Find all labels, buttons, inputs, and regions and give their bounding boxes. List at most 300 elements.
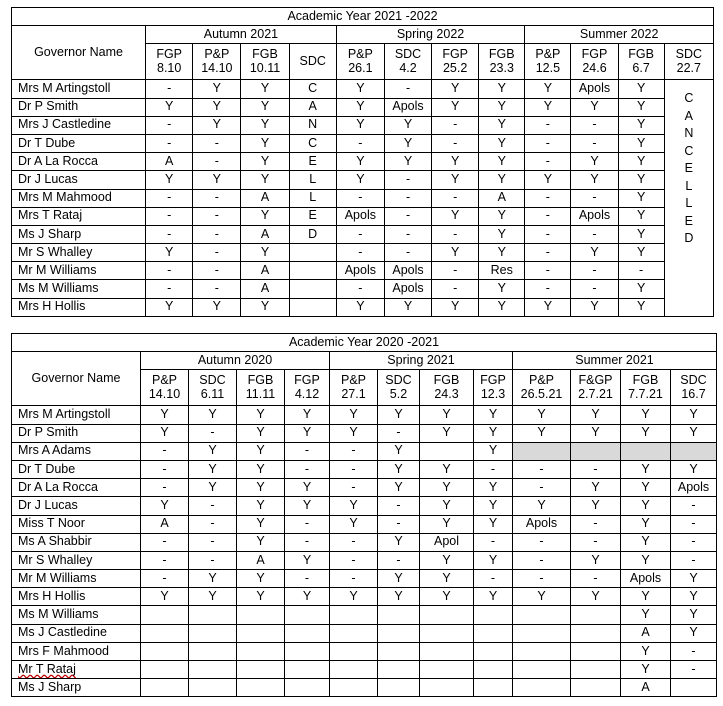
attendance-cell: - (193, 244, 241, 262)
attendance-cell: Y (237, 570, 285, 588)
meeting-header (618, 44, 664, 80)
attendance-cell (189, 661, 237, 679)
table-row (12, 551, 717, 569)
cancelled-letter: A (684, 108, 693, 123)
attendance-cell: Y (621, 406, 671, 424)
attendance-cell: Y (146, 98, 193, 116)
meeting-code: FGP (442, 47, 469, 62)
term-header: Spring 2021 (330, 352, 513, 370)
attendance-cell: Y (474, 406, 513, 424)
attendance-cell: - (141, 460, 189, 478)
attendance-table-2021-2022 (11, 7, 714, 317)
attendance-cell: Apols (621, 570, 671, 588)
attendance-cell: Y (141, 588, 189, 606)
attendance-cell: Y (671, 624, 717, 642)
attendance-cell: Y (237, 497, 285, 515)
cancelled-letter: E (684, 161, 693, 176)
attendance-cell: A (241, 262, 289, 280)
attendance-cell: - (193, 189, 241, 207)
meeting-header (336, 44, 384, 80)
attendance-cell: Y (146, 171, 193, 189)
table-row (12, 171, 714, 189)
attendance-cell: Y (384, 116, 431, 134)
attendance-cell (474, 624, 513, 642)
attendance-cell: - (525, 262, 571, 280)
meeting-date: 16.7 (681, 386, 706, 401)
meeting-code: P&P (535, 47, 561, 62)
governor-name: Dr A La Rocca (12, 153, 146, 171)
governor-name-text: Dr J Lucas (18, 498, 78, 513)
attendance-cell: Y (621, 515, 671, 533)
attendance-cell: A (241, 189, 289, 207)
meeting-code: P&P (528, 373, 554, 388)
attendance-cell: A (621, 679, 671, 697)
governor-name: Ms M Williams (12, 280, 146, 298)
attendance-cell (621, 442, 671, 460)
term-header: Autumn 2020 (141, 352, 330, 370)
cancelled-note (664, 80, 713, 316)
governor-name: Mr S Whalley (12, 244, 146, 262)
attendance-cell: Y (237, 460, 285, 478)
meeting-date: 22.7 (676, 60, 701, 75)
attendance-cell: - (146, 207, 193, 225)
governor-name (12, 424, 141, 442)
governor-name (12, 588, 141, 606)
attendance-cell (474, 679, 513, 697)
meeting-header (525, 44, 571, 80)
attendance-cell (285, 606, 330, 624)
attendance-cell (420, 606, 474, 624)
sdc-cancelled-letter: D (289, 225, 336, 243)
attendance-cell: - (378, 424, 420, 442)
governor-name: Dr T Dube (12, 134, 146, 152)
attendance-cell: - (571, 262, 618, 280)
attendance-cell: Y (336, 116, 384, 134)
attendance-cell: Y (618, 280, 664, 298)
attendance-cell: Y (513, 424, 571, 442)
meeting-header (621, 370, 671, 406)
attendance-cell (571, 442, 621, 460)
attendance-cell: Y (571, 588, 621, 606)
governor-name-text: Mrs A Adams (18, 443, 91, 458)
attendance-cell: - (330, 442, 378, 460)
attendance-cell: - (189, 424, 237, 442)
attendance-cell: Y (378, 442, 420, 460)
meeting-date: 26.1 (348, 60, 373, 75)
attendance-cell: Y (330, 497, 378, 515)
attendance-cell: - (285, 570, 330, 588)
attendance-cell: - (193, 153, 241, 171)
meeting-date: 24.3 (434, 386, 459, 401)
table-row (12, 497, 717, 515)
attendance-cell: - (336, 244, 384, 262)
attendance-cell: Y (621, 642, 671, 660)
attendance-cell: - (146, 134, 193, 152)
meeting-code: P&P (347, 47, 373, 62)
attendance-cell (513, 442, 571, 460)
meeting-code: FGB (488, 47, 515, 62)
attendance-cell (378, 679, 420, 697)
attendance-cell: Y (571, 551, 621, 569)
attendance-cell (330, 679, 378, 697)
attendance-cell: - (330, 460, 378, 478)
meeting-code: FGB (433, 373, 460, 388)
attendance-cell: - (384, 225, 431, 243)
meeting-header (285, 370, 330, 406)
cancelled-letter: L (685, 178, 693, 193)
attendance-cell: Y (479, 225, 525, 243)
governor-name (12, 551, 141, 569)
attendance-cell: - (474, 533, 513, 551)
governor-name-text: Mr T Rataj (18, 661, 76, 676)
attendance-cell (289, 298, 336, 316)
table-row (12, 280, 714, 298)
attendance-cell: Y (621, 497, 671, 515)
attendance-cell: Y (241, 171, 289, 189)
attendance-cell: Y (378, 533, 420, 551)
meeting-date: 5.2 (389, 386, 408, 401)
attendance-cell: - (513, 570, 571, 588)
attendance-cell: - (146, 189, 193, 207)
attendance-cell: Y (618, 153, 664, 171)
meeting-header (571, 44, 618, 80)
governor-name: Mrs H Hollis (12, 298, 146, 316)
attendance-cell: Y (571, 406, 621, 424)
attendance-cell: Y (141, 424, 189, 442)
meeting-date: 14.10 (201, 60, 233, 75)
meeting-code: FGB (628, 47, 654, 62)
governor-name (12, 533, 141, 551)
sdc-cancelled-letter: C (289, 80, 336, 98)
meeting-header (378, 370, 420, 406)
attendance-cell (285, 679, 330, 697)
attendance-cell: Y (336, 153, 384, 171)
attendance-cell: Y (479, 244, 525, 262)
attendance-cell: Apols (571, 207, 618, 225)
attendance-cell: - (336, 189, 384, 207)
attendance-cell: Y (141, 406, 189, 424)
attendance-cell: Y (384, 298, 431, 316)
table-row (12, 442, 717, 460)
attendance-cell: Y (420, 551, 474, 569)
attendance-cell: Y (241, 207, 289, 225)
table-row (12, 606, 717, 624)
attendance-cell: - (432, 116, 479, 134)
governor-name: Mrs T Rataj (12, 207, 146, 225)
table-row (12, 207, 714, 225)
table-row (12, 153, 714, 171)
meeting-date: 10.11 (249, 60, 281, 75)
meeting-header (384, 44, 431, 80)
meeting-date: 12.5 (535, 60, 561, 75)
governor-name-text: Mrs F Mahmood (18, 643, 109, 658)
attendance-cell: Y (432, 80, 479, 98)
attendance-cell: - (513, 460, 571, 478)
governor-name: Mrs M Artingstoll (12, 80, 146, 98)
attendance-cell: Y (621, 661, 671, 679)
table-row (12, 515, 717, 533)
attendance-cell: Y (618, 116, 664, 134)
attendance-cell: Y (618, 98, 664, 116)
attendance-cell: Y (336, 98, 384, 116)
table-row (12, 189, 714, 207)
attendance-cell: Y (618, 225, 664, 243)
attendance-cell: Y (671, 570, 717, 588)
attendance-cell: Apols (384, 280, 431, 298)
attendance-cell: Y (671, 588, 717, 606)
attendance-cell: - (189, 551, 237, 569)
meeting-code: SDC (199, 373, 226, 388)
table-row (12, 134, 714, 152)
attendance-cell: - (474, 460, 513, 478)
attendance-cell: A (141, 515, 189, 533)
attendance-cell: Y (336, 171, 384, 189)
attendance-cell: - (189, 497, 237, 515)
attendance-cell: A (146, 153, 193, 171)
attendance-cell: - (571, 515, 621, 533)
governor-name-text: Ms J Castledine (18, 625, 107, 640)
attendance-cell: Y (420, 497, 474, 515)
cancelled-letter: D (684, 231, 694, 246)
attendance-cell: - (571, 570, 621, 588)
term-header: Summer 2021 (513, 352, 717, 370)
attendance-cell: Apols (384, 98, 431, 116)
meeting-date: 11.11 (245, 386, 276, 401)
attendance-cell: Apols (336, 262, 384, 280)
attendance-cell (237, 661, 285, 679)
attendance-cell: Y (432, 244, 479, 262)
attendance-cell: Y (479, 80, 525, 98)
attendance-cell: Y (474, 442, 513, 460)
attendance-cell: Y (241, 244, 289, 262)
attendance-cell: Y (336, 298, 384, 316)
table-title: Academic Year 2021 -2022 (12, 8, 714, 26)
attendance-cell (474, 606, 513, 624)
attendance-cell: Y (432, 171, 479, 189)
governor-name (12, 460, 141, 478)
meeting-code: FGP (294, 373, 320, 388)
attendance-cell (289, 280, 336, 298)
attendance-cell: Y (671, 424, 717, 442)
attendance-cell: Y (571, 171, 618, 189)
attendance-cell: Y (474, 479, 513, 497)
attendance-cell: Y (621, 588, 671, 606)
governor-name-text: Dr P Smith (18, 425, 79, 440)
meeting-date: 26.5.21 (520, 386, 563, 401)
attendance-cell (330, 661, 378, 679)
attendance-cell: Y (420, 588, 474, 606)
attendance-cell: Y (241, 298, 289, 316)
attendance-cell: Y (384, 153, 431, 171)
attendance-cell: - (336, 225, 384, 243)
attendance-cell: Y (285, 497, 330, 515)
attendance-cell: Y (285, 588, 330, 606)
meeting-code: F&GP (578, 373, 613, 388)
attendance-cell: - (525, 116, 571, 134)
table-row (12, 98, 714, 116)
attendance-cell: Y (189, 442, 237, 460)
attendance-cell: Y (479, 298, 525, 316)
meeting-code: SDC (299, 54, 326, 68)
attendance-cell: - (513, 533, 571, 551)
attendance-cell: - (525, 207, 571, 225)
attendance-cell: - (193, 225, 241, 243)
meeting-header (479, 44, 525, 80)
attendance-cell: Y (141, 497, 189, 515)
attendance-cell (571, 624, 621, 642)
meeting-header (420, 370, 474, 406)
attendance-cell: - (474, 570, 513, 588)
table-row (12, 624, 717, 642)
governor-name-text: Ms J Sharp (18, 679, 82, 694)
attendance-cell (289, 262, 336, 280)
attendance-cell: Y (378, 588, 420, 606)
attendance-cell: - (378, 497, 420, 515)
attendance-cell: Y (193, 298, 241, 316)
attendance-cell: Y (525, 171, 571, 189)
attendance-cell (189, 642, 237, 660)
attendance-cell: Y (378, 460, 420, 478)
attendance-cell (513, 679, 571, 697)
attendance-cell: Y (189, 588, 237, 606)
attendance-cell: Y (525, 298, 571, 316)
governor-name: Dr J Lucas (12, 171, 146, 189)
attendance-cell: Y (237, 442, 285, 460)
attendance-cell: Y (618, 207, 664, 225)
table-title: Academic Year 2020 -2021 (12, 334, 717, 352)
meeting-date: 6.7 (632, 60, 650, 75)
attendance-cell (420, 642, 474, 660)
attendance-cell: Y (513, 406, 571, 424)
attendance-cell: - (141, 479, 189, 497)
attendance-cell: Y (193, 171, 241, 189)
attendance-cell: - (146, 80, 193, 98)
attendance-cell: - (571, 225, 618, 243)
attendance-cell: Y (479, 134, 525, 152)
governor-name (12, 515, 141, 533)
attendance-cell: Y (237, 515, 285, 533)
meeting-header (237, 370, 285, 406)
attendance-cell (378, 661, 420, 679)
attendance-cell: Y (420, 424, 474, 442)
attendance-cell: Y (432, 207, 479, 225)
attendance-cell: - (671, 515, 717, 533)
attendance-cell: Y (474, 515, 513, 533)
table-row (12, 116, 714, 134)
meeting-header (664, 44, 713, 80)
term-header: Autumn 2021 (146, 26, 337, 44)
governor-name (12, 624, 141, 642)
attendance-cell: Y (285, 424, 330, 442)
attendance-cell (513, 661, 571, 679)
attendance-cell: Y (378, 570, 420, 588)
attendance-cell (378, 642, 420, 660)
attendance-cell: - (432, 280, 479, 298)
meeting-date: 24.6 (582, 60, 607, 75)
attendance-cell: Y (285, 406, 330, 424)
attendance-cell: Y (330, 424, 378, 442)
meeting-code: SDC (675, 47, 703, 62)
attendance-cell: Y (618, 134, 664, 152)
attendance-cell: - (193, 262, 241, 280)
attendance-cell: Y (241, 153, 289, 171)
attendance-cell: - (525, 225, 571, 243)
attendance-cell: Y (618, 244, 664, 262)
table-row (12, 679, 717, 697)
governor-name: Mrs J Castledine (12, 116, 146, 134)
attendance-cell: - (671, 533, 717, 551)
cancelled-letter: L (685, 196, 693, 211)
attendance-cell: Y (474, 497, 513, 515)
attendance-cell (189, 606, 237, 624)
attendance-cell: Apols (671, 479, 717, 497)
cancelled-letter: C (684, 143, 694, 158)
attendance-cell: - (146, 280, 193, 298)
meeting-code: FGP (156, 47, 183, 62)
governor-name: Ms J Sharp (12, 225, 146, 243)
attendance-cell (330, 624, 378, 642)
attendance-cell: - (571, 189, 618, 207)
governor-name-text: Dr T Dube (18, 461, 76, 476)
attendance-cell: Y (479, 116, 525, 134)
attendance-cell (513, 606, 571, 624)
attendance-cell (420, 679, 474, 697)
attendance-cell (189, 624, 237, 642)
table-row (12, 244, 714, 262)
attendance-cell: A (237, 551, 285, 569)
attendance-cell: Y (432, 298, 479, 316)
meeting-date: 6.11 (200, 386, 225, 401)
meeting-date: 7.7.21 (628, 386, 663, 401)
attendance-cell: Y (241, 116, 289, 134)
attendance-cell: - (384, 244, 431, 262)
attendance-cell: - (384, 171, 431, 189)
sdc-cancelled-letter: E (289, 153, 336, 171)
attendance-cell: - (571, 460, 621, 478)
governor-name-header: Governor Name (12, 26, 146, 80)
attendance-cell: - (571, 280, 618, 298)
attendance-cell (378, 624, 420, 642)
cancelled-letter: N (684, 126, 694, 141)
attendance-cell: - (525, 280, 571, 298)
attendance-cell: Y (189, 570, 237, 588)
meeting-header (189, 370, 237, 406)
attendance-cell: Y (571, 424, 621, 442)
attendance-cell: - (336, 134, 384, 152)
attendance-cell: Y (420, 406, 474, 424)
attendance-cell (571, 661, 621, 679)
attendance-cell: A (621, 624, 671, 642)
attendance-cell (513, 642, 571, 660)
attendance-cell: - (571, 533, 621, 551)
attendance-cell: Y (330, 515, 378, 533)
attendance-cell: - (141, 533, 189, 551)
cancelled-letter: C (684, 91, 694, 106)
attendance-cell: - (378, 515, 420, 533)
attendance-cell: Y (513, 588, 571, 606)
attendance-cell: Y (420, 460, 474, 478)
meeting-date: 25.2 (442, 60, 468, 75)
attendance-cell: Y (671, 606, 717, 624)
attendance-cell: Y (241, 134, 289, 152)
attendance-cell: A (241, 280, 289, 298)
attendance-cell: Apols (384, 262, 431, 280)
table-row (12, 533, 717, 551)
meeting-header (193, 44, 241, 80)
attendance-cell: Y (378, 406, 420, 424)
governor-name-text: Mrs H Hollis (18, 588, 86, 603)
attendance-cell: Y (330, 588, 378, 606)
